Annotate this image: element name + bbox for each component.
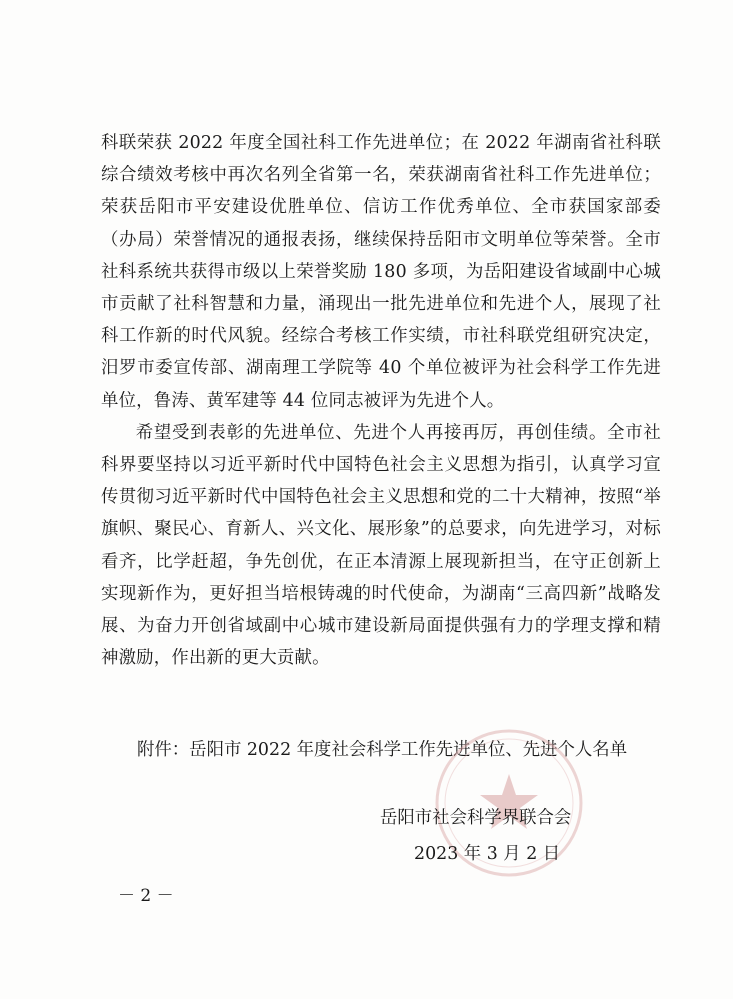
page-number: － 2 － [118, 886, 174, 906]
attachment-line: 附件：岳阳市 2022 年度社会科学工作先进单位、先进个人名单 [137, 740, 628, 760]
signature-organization: 岳阳市社会科学界联合会 [380, 808, 572, 828]
body-paragraph-continuation: 科联荣获 2022 年度全国社科工作先进单位；在 2022 年湖南省社科联综合绩效考核中再次名列全省第一名，荣获湖南省社科工作先进单位；荣获岳阳市平安建设优胜单位、信访工作优秀单位、全市获国家部委（办局）荣誉情况的通报表扬，继续保持岳阳市文明单位等荣誉。全市社科系统共获得市级以上荣誉奖励 180 多项，为岳阳建设省域副中心城市贡献了社科智慧和力量，涌现出一批先进单位和先进个人，展现了社科工作新的时代风貌。经综合考核工作实绩，市社科联党组研究决定，汨罗市委宣传部、湖南理工学院等 40 个单位被评为社会科学工作先进单位，鲁涛、黄军建等 44 位同志被评为先进个人。 [101, 133, 661, 411]
signature-date: 2023 年 3 月 2 日 [414, 844, 561, 864]
body-paragraph-closing: 希望受到表彰的先进单位、先进个人再接再厉，再创佳绩。全市社科界要坚持以习近平新时代中国特色社会主义思想为指引，认真学习宣传贯彻习近平新时代中国特色社会主义思想和党的二十大精神，按照“举旗帜、聚民心、育新人、兴文化、展形象”的总要求，向先进学习，对标看齐，比学赶超，争先创优，在正本清源上展现新担当，在守正创新上实现新作为，更好担当培根铸魂的时代使命，为湖南“三高四新”战略发展、为奋力开创省域副中心城市建设新局面提供强有力的学理支撑和精神激励，作出新的更大贡献。 [101, 422, 661, 669]
document-body [101, 127, 661, 674]
